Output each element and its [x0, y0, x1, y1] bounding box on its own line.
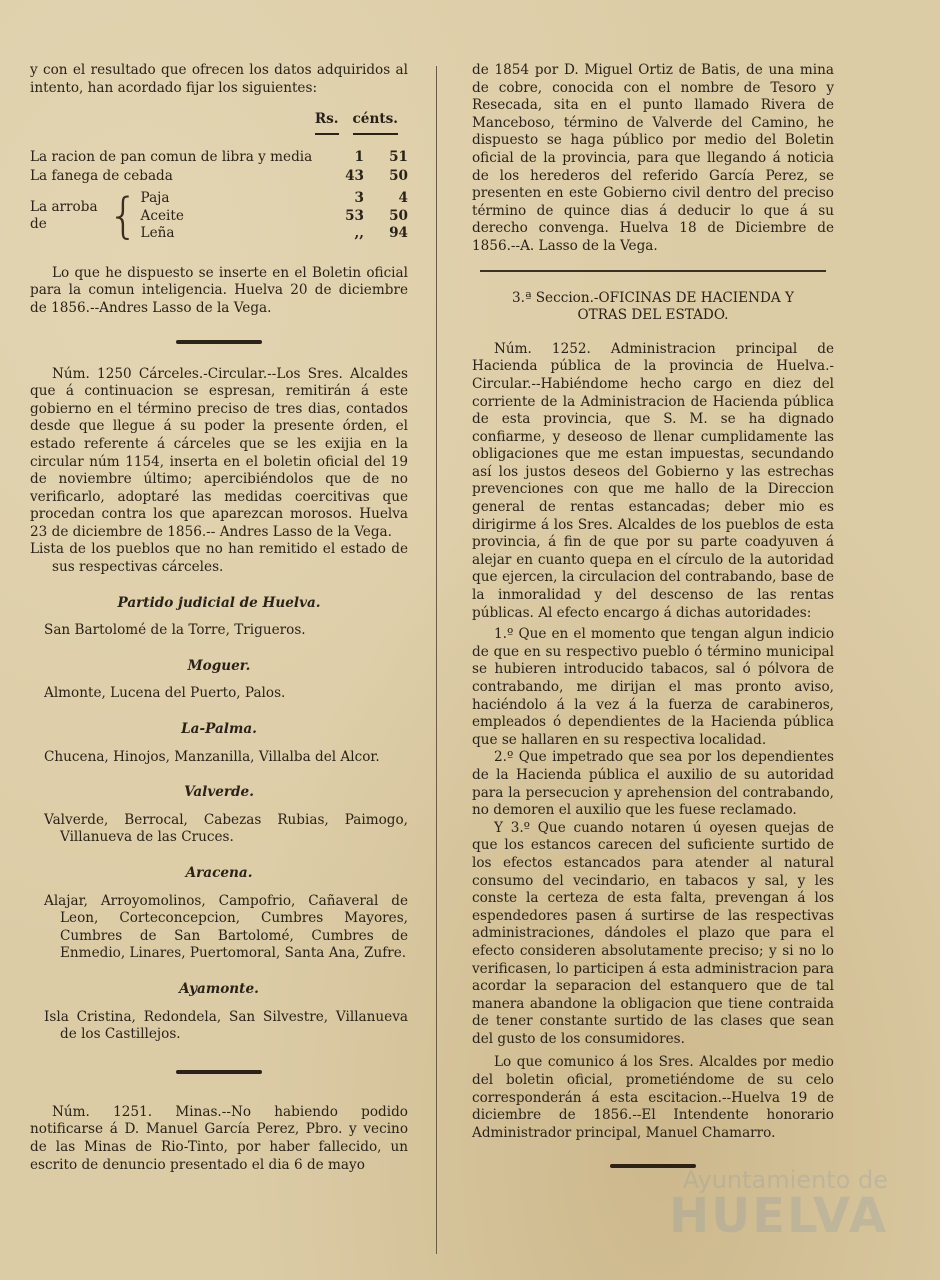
section-title: 3.ª Seccion.-OFICINAS DE HACIENDA Y OTRAS DEL ESTADO.: [511, 289, 794, 324]
row-cents: 50: [389, 168, 408, 185]
notice-1251-cont: de 1854 por D. Miguel Ortiz de Batis, de una mina de cobre, conocida con el nombre de Tesoro y Resecada, sita en el punto llamado Rivera de Manceboso, término de Valverde del Camino, he dispuesto se haga público por medio del Boletin oficial de la provincia, para que llegando á noticia de los herederos del referido García Perez, se presenten en este Gobierno civil dentro del preciso término de quince dias á deducir lo que á su derecho convenga. Huelva 18 de Diciembre de 1856.--A. Lasso de la Vega.: [472, 62, 834, 254]
row-cents: 51: [389, 148, 408, 165]
intro-text: y con el resultado que ofrecen los datos adquiridos al intento, han acordado fijar los siguientes:: [30, 62, 408, 96]
row-label: Leña: [140, 225, 175, 242]
row-label: Aceite: [140, 207, 184, 224]
header-cents: cénts.: [353, 111, 398, 135]
instruction-item: Y 3.º Que cuando notaren ú oyesen quejas de que los estancos carecen del suficiente surtido de los efectos estancados para atender al natural consumo del vecindario, en tabacos y sal, y les conste la certeza de esta falta, prevengan á los espendedores pasen á surtirse de las respectivas administraciones, dándoles el plazo que para el efecto consideren absolutamente preciso; y si no lo verificasen, lo participen á esta administracion para acordar la separacion del estanquero que de tal manera abandone la obligacion que tiene contraida de tener constante surtido de las clases que sean del gusto de los consumidores.: [472, 819, 834, 1047]
price-table: [30, 149, 408, 243]
district-towns: Valverde, Berrocal, Cabezas Rubias, Paimogo, Villanueva de las Cruces.: [44, 811, 408, 846]
separator: [176, 340, 262, 344]
left-column: [30, 62, 408, 1174]
district-name: Moguer.: [187, 657, 251, 674]
table-row: [141, 208, 408, 226]
row-label: La fanega de cebada: [30, 168, 173, 185]
row-rs: 3: [354, 189, 364, 206]
row-cents: 94: [389, 225, 408, 242]
row-cents: 4: [398, 189, 408, 206]
district-name: La-Palma.: [181, 721, 257, 738]
separator: [176, 1070, 262, 1074]
district-towns: Isla Cristina, Redondela, San Silvestre, Villanueva de los Castillejos.: [44, 1008, 408, 1043]
row-cents: 50: [389, 207, 408, 224]
column-rule: [436, 66, 437, 1254]
row-rs: 43: [345, 168, 364, 185]
arroba-items: [141, 190, 408, 243]
order-text: Lo que he dispuesto se inserte en el Boletin oficial para la comun inteligencia. Huelva 20 de diciembre de 1856.--Andres Lasso de la Vega.: [30, 264, 408, 316]
instruction-item: 2.º Que impetrado que sea por los dependientes de la Hacienda pública el auxilio de su autoridad para la persecucion y aprehension del contrabando, no demoren el auxilio que les fuese reclamado.: [472, 749, 834, 819]
instruction-item: 1.º Que en el momento que tengan algun indicio de que en su respectivo pueblo ó término municipal se hubieren introducido tabacos, sal ó pólvora de contrabando, me dirijan el mas pronto aviso, haciéndolo á la vez á la fuerza de carabineros, empleados ó dependientes de la Hacienda pública que se hallaren en su respectiva localidad.: [472, 626, 834, 748]
watermark-line1: Ayuntamiento de: [682, 1166, 888, 1194]
notice-1250: Núm. 1250 Cárceles.-Circular.--Los Sres. Alcaldes que á continuacion se espresan, remitirán á este gobierno en el término preciso de tres dias, contados desde que llegue á su poder la presente órden, el estado referente á cárceles que se les exijia en la circular núm 1154, inserta en el boletin oficial del 19 de noviembre último; apercibiéndolos que de no verificarlo, adoptaré las medidas coercitivas que procedan contra los que aparezcan morosos. Huelva 23 de diciembre de 1856.-- Andres Lasso de la Vega.: [30, 365, 408, 540]
district-name: Valverde.: [184, 784, 254, 801]
district-name: Partido judicial de Huelva.: [117, 594, 321, 611]
brace-icon: {: [108, 188, 139, 245]
table-row: [141, 225, 408, 243]
district-list: [30, 595, 408, 1044]
row-label: Paja: [140, 189, 170, 206]
district-towns: Chucena, Hinojos, Manzanilla, Villalba del Alcor.: [44, 748, 380, 765]
table-row: [30, 149, 408, 167]
district-towns: Almonte, Lucena del Puerto, Palos.: [44, 685, 286, 702]
watermark-logo: [669, 1166, 888, 1244]
table-row: [141, 190, 408, 208]
arroba-label: La arroba de: [30, 198, 98, 233]
price-table-header: [30, 111, 398, 135]
list-title: Lista de los pueblos que no han remitido el estado de sus respectivas cárceles.: [30, 541, 408, 576]
right-column: [472, 62, 834, 1190]
notice-1251: Núm. 1251. Minas.--No habiendo podido notificarse á D. Manuel García Perez, Pbro. y vecino de las Minas de Rio-Tinto, por haber fallecido, un escrito de denuncio presentado el dia 6 de mayo: [30, 1103, 408, 1173]
separator: [480, 270, 826, 272]
closing-text: Lo que comunico á los Sres. Alcaldes por medio del boletin oficial, prometiéndome de su celo corresponderán á esta escitacion.--Huelva 19 de diciembre de 1856.--El Intendente honorario Administrador principal, Manuel Chamarro.: [472, 1054, 834, 1141]
table-row: [30, 168, 408, 186]
row-rs: 1: [354, 148, 364, 165]
district-towns: San Bartolomé de la Torre, Trigueros.: [44, 622, 306, 639]
district-name: Ayamonte.: [179, 980, 259, 997]
notice-1252: Núm. 1252. Administracion principal de Hacienda pública de la provincia de Huelva.-Circular.--Habiéndome hecho cargo en diez del corriente de la Administracion de Hacienda pública de esta provincia, que S. M. se ha dignado confiarme, y deseoso de llenar cumplidamente las obligaciones que me estan impuestas, secundando así los justos deseos del Gobierno y las estrechas prevenciones con que me hallo de la Direccion general de rentas estancadas; deber mio es dirigirme á los Sres. Alcaldes de los pueblos de esta provincia, á fin de que por su parte coadyuven á alejar en cuanto quepa en el círculo de la autoridad que ejercen, la circulacion del contrabando, base de la inmoralidad y del descenso de las rentas públicas. Al efecto encargo á dichas autoridades:: [472, 340, 834, 621]
watermark-line2: HUELVA: [669, 1188, 888, 1244]
district-towns: Alajar, Arroyomolinos, Campofrio, Cañaveral de Leon, Corteconcepcion, Cumbres Mayores, Cumbres de San Bartolomé, Cumbres de Enmedio, Linares, Puertomoral, Santa Ana, Zufre.: [44, 892, 408, 962]
header-rs: Rs.: [315, 111, 339, 135]
row-rs: ,,: [354, 225, 364, 242]
district-name: Aracena.: [185, 865, 253, 881]
arroba-group: [30, 190, 408, 243]
row-label: La racion de pan comun de libra y media: [30, 148, 313, 165]
row-rs: 53: [345, 207, 364, 224]
